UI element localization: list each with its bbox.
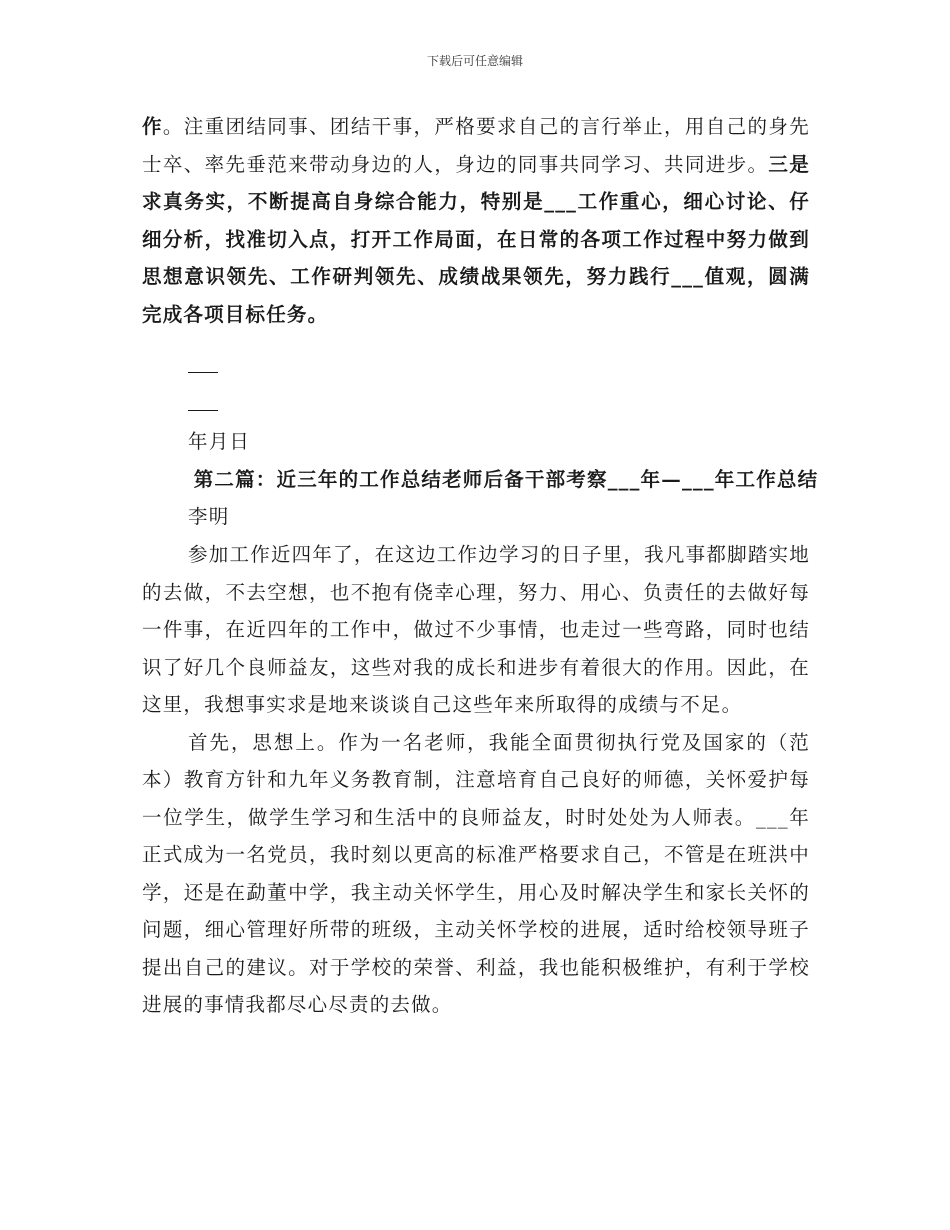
- intro-lead-bold: 作: [142, 115, 163, 138]
- intro-normal-text: 。注重团结同事、团结干事，严格要求自己的言行举止，用自己的身先士卒、率先垂范来带动身边的人，身边的同事共同学习、共同进步。: [142, 115, 811, 176]
- intro-paragraph: [142, 108, 810, 333]
- date-line: 年月日: [188, 430, 251, 453]
- document-body: [142, 108, 819, 1024]
- intro-bold-text: 三是求真务实，不断提高自身综合能力，特别是___工作重心，细心讨论、仔细分析，找准切入点，打开工作局面，在日常的各项工作过程中努力做到思想意识领先、工作研判领先、成绩战果领先，努力践行___值观，圆满完成各项目标任务。: [142, 152, 810, 326]
- body-paragraph-2: 首先，思想上。作为一名老师，我能全面贯彻执行党及国家的（范本）教育方针和九年义务教育制，注意培育自己良好的师德，关怀爱护每一位学生，做学生学习和生活中的良师益友，时时处处为人师表。___年正式成为一名党员，我时刻以更高的标准严格要求自己，不管是在班洪中学，还是在勐董中学，我主动关怀学生，用心及时解决学生和家长关怀的问题，细心管理好所带的班级，主动关怀学校的进展，适时给校领导班子提出自己的建议。对于学校的荣誉、利益，我也能积极维护，有利于学校进展的事情我都尽心尽责的去做。: [142, 730, 810, 1016]
- author-name: 李明: [188, 505, 230, 528]
- signature-blank-1: [188, 347, 218, 385]
- body-paragraph-1: 参加工作近四年了，在这边工作边学习的日子里，我凡事都脚踏实地的去做，不去空想，也不抱有侥幸心理，努力、用心、负责任的去做好每一件事，在近四年的工作中，做过不少事情，也走过一些弯路，同时也结识了好几个良师益友，这些对我的成长和进步有着很大的作用。因此，在这里，我想事实求是地来谈谈自己这些年来所取得的成绩与不足。: [142, 543, 810, 716]
- signature-blank-2: [188, 385, 218, 423]
- page-header: 下载后可任意编辑: [426, 54, 523, 68]
- section-title: 第二篇：近三年的工作总结老师后备干部考察___年—___年工作总结: [193, 468, 819, 491]
